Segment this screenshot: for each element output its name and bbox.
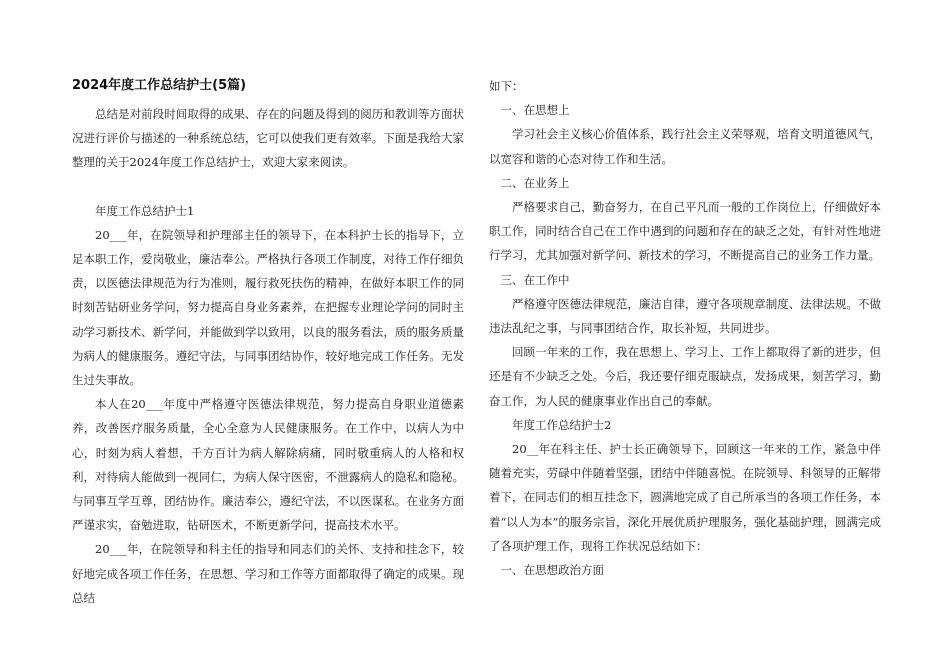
- spacer: [72, 175, 464, 199]
- paragraph: 本人在20___年度中严格遵守医德法律规范，努力提高自身职业道德素养，改善医疗服务质量，全心全意为人民健康服务。在工作中，以病人为中心，时刻为病人着想，千方百计为病人解除病痛，同时敬重病人的人格和权利，对待病人能做到一视同仁，为病人保守医密，不泄露病人的隐私和隐秘。与同事互学互尊，团结协作。廉洁奉公，遵纪守法，不以医谋私。在业务方面严谨求实，奋勉进取，钻研医术，不断更新学问，提高技术水平。: [72, 397, 464, 533]
- document-title: 2024年度工作总结护士(5篇): [72, 78, 247, 93]
- intro-paragraph: 总结是对前段时间取得的成果、存在的问题及得到的阅历和教训等方面状况进行评价与描述的一种系统总结，它可以使我们更有效率。下面是我给大家整理的关于2024年度工作总结护士，欢迎大家来阅读。: [72, 107, 464, 170]
- paragraph: 回顾一年来的工作，我在思想上、学习上、工作上都取得了新的进步，但还是有不少缺乏之处。今后，我还要仔细克服缺点，发扬成果，刻苦学习，勤奋工作，为人民的健康事业作出自己的奉献。: [489, 345, 881, 408]
- paragraph: 20___年，在院领导和护理部主任的领导下，在本科护士长的指导下，立足本职工作，爱岗敬业，廉洁奉公。严格执行各项工作制度，对待工作仔细负责，以医德法律规范为行为准则，履行救死扶伤的精神，在做好本职工作的同时刻苦钻研业务学问，努力提高自身业务素养，在把握专业理论学问的同时主动学习新技术、新学问，并能做到学以致用，以良的服务看法，质的服务质量为病人的健康服务。遵纪守法，与同事团结协作，较好地完成工作任务。无发生过失事故。: [72, 227, 464, 388]
- paragraph: 20___年，在院领导和科主任的指导和同志们的关怀、支持和挂念下，较好地完成各项工作任务，在思想、学习和工作等方面都取得了确定的成果。现总结: [72, 542, 464, 605]
- subheading: 一、在思想政治方面: [500, 563, 604, 578]
- section-heading-1: 年度工作总结护士1: [95, 203, 195, 218]
- right-column: [489, 74, 881, 582]
- continuation-text: 如下：: [489, 79, 524, 93]
- section-heading-2: 年度工作总结护士2: [512, 417, 612, 432]
- subheading: 二、在业务上: [500, 175, 570, 190]
- paragraph: 学习社会主义核心价值体系，践行社会主义荣辱观，培育文明道德风气，以宽容和谐的心态对待工作和生活。: [489, 127, 881, 166]
- left-column: [72, 74, 464, 610]
- paragraph: 严格遵守医德法律规范，廉洁自律，遵守各项规章制度、法律法规。不做违法乱纪之事，与同事团结合作，取长补短，共同进步。: [489, 296, 881, 336]
- paragraph: 严格要求自己，勤奋努力，在自己平凡而一般的工作岗位上，仔细做好本职工作，同时结合自己在工作中遇到的问题和存在的缺乏之处，有针对性地进行学习，尤其加强对新学问、新技术的学习，不断提高自己的业务工作力量。: [489, 200, 881, 263]
- subheading: 一、在思想上: [500, 103, 570, 118]
- paragraph: 20__年在科主任、护士长正确领导下，回顾这一年来的工作，紧急中伴随着充实，劳碌中伴随着坚强，团结中伴随喜悦。在院领导、科领导的正解带着下，在同志们的相互挂念下，圆满地完成了自己所承当的各项工作任务，本着“以人为本”的服务宗旨，深化开展优质护理服务，强化基础护理，圆满完成了各项护理工作，现将工作状况总结如下：: [489, 442, 881, 553]
- subheading: 三、在工作中: [500, 272, 570, 287]
